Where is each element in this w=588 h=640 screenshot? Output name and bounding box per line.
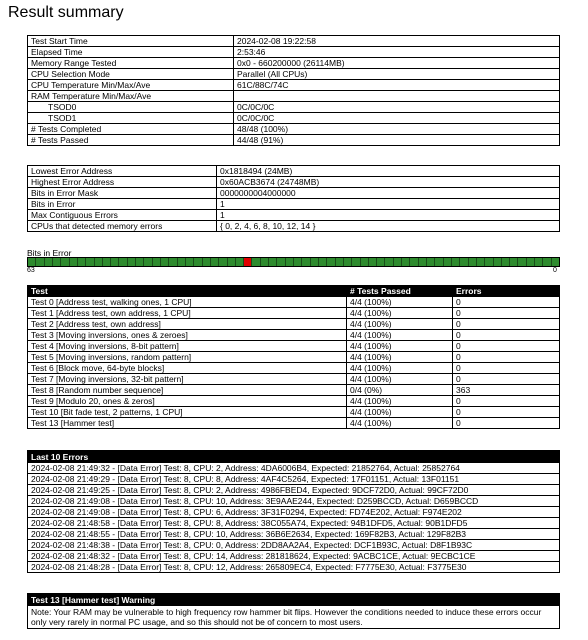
bit-cell bbox=[336, 258, 344, 266]
bit-cell bbox=[286, 258, 294, 266]
test-row bbox=[28, 363, 560, 374]
test-name: Test 0 [Address test, walking ones, 1 CPU] bbox=[28, 297, 347, 308]
error-info-label: Bits in Error Mask bbox=[28, 188, 217, 199]
warning-table bbox=[27, 593, 560, 629]
summary-row bbox=[28, 91, 560, 102]
test-passed: 4/4 (100%) bbox=[347, 363, 453, 374]
bit-cell bbox=[460, 258, 468, 266]
bit-cell bbox=[61, 258, 69, 266]
test-row bbox=[28, 407, 560, 418]
bit-cell bbox=[169, 258, 177, 266]
error-info-row bbox=[28, 166, 560, 177]
bit-cell bbox=[435, 258, 443, 266]
test-name: Test 6 [Block move, 64-byte blocks] bbox=[28, 363, 347, 374]
bit-cell bbox=[510, 258, 518, 266]
error-log-entry: 2024-02-08 21:48:55 - [Data Error] Test: 8, CPU: 10, Address: 36B6E2634, Expected: 169F82B3, Actual: 129F82B3 bbox=[28, 529, 560, 540]
summary-row bbox=[28, 47, 560, 58]
error-log-row bbox=[28, 562, 560, 573]
summary-value: 0x0 - 660200000 (26114MB) bbox=[234, 58, 560, 69]
error-info-row bbox=[28, 177, 560, 188]
test-row bbox=[28, 308, 560, 319]
summary-label: # Tests Completed bbox=[28, 124, 234, 135]
test-errors: 0 bbox=[453, 341, 560, 352]
error-log-entry: 2024-02-08 21:48:58 - [Data Error] Test: 8, CPU: 8, Address: 38C055A74, Expected: 94B1DFD5, Actual: 90B1DFD5 bbox=[28, 518, 560, 529]
summary-row bbox=[28, 113, 560, 124]
bit-cell bbox=[194, 258, 202, 266]
test-name: Test 9 [Modulo 20, ones & zeros] bbox=[28, 396, 347, 407]
error-log-entry: 2024-02-08 21:49:08 - [Data Error] Test: 8, CPU: 6, Address: 3F31F0294, Expected: FD74E202, Actual: F974E202 bbox=[28, 507, 560, 518]
summary-row bbox=[28, 135, 560, 146]
error-log-entry: 2024-02-08 21:48:28 - [Data Error] Test: 8, CPU: 12, Address: 265809EC4, Expected: F7775E30, Actual: F3775E30 bbox=[28, 562, 560, 573]
bit-cell-error bbox=[244, 258, 252, 266]
error-log-entry: 2024-02-08 21:49:08 - [Data Error] Test: 8, CPU: 10, Address: 3E9AAE244, Expected: D259BCCD, Actual: D659BCCD bbox=[28, 496, 560, 507]
summary-value: 0C/0C/0C bbox=[234, 113, 560, 124]
test-errors: 0 bbox=[453, 297, 560, 308]
bit-cell bbox=[402, 258, 410, 266]
bit-cell bbox=[344, 258, 352, 266]
bit-cell bbox=[153, 258, 161, 266]
bit-cell bbox=[477, 258, 485, 266]
test-passed: 4/4 (100%) bbox=[347, 352, 453, 363]
error-info-value: 0000000004000000 bbox=[217, 188, 560, 199]
error-log-entry: 2024-02-08 21:48:38 - [Data Error] Test: 8, CPU: 0, Address: 2DD8AA2A4, Expected: DCF1B93C, Actual: D8F1B93C bbox=[28, 540, 560, 551]
error-log-row bbox=[28, 551, 560, 562]
summary-value: 2024-02-08 19:22:58 bbox=[234, 36, 560, 47]
test-passed: 4/4 (100%) bbox=[347, 374, 453, 385]
bit-cell bbox=[119, 258, 127, 266]
test-row bbox=[28, 319, 560, 330]
test-passed: 4/4 (100%) bbox=[347, 297, 453, 308]
summary-value: 0C/0C/0C bbox=[234, 102, 560, 113]
bit-cell bbox=[319, 258, 327, 266]
summary-label: Test Start Time bbox=[28, 36, 234, 47]
test-passed: 4/4 (100%) bbox=[347, 396, 453, 407]
summary-row bbox=[28, 80, 560, 91]
bit-cell bbox=[36, 258, 44, 266]
bit-cell bbox=[394, 258, 402, 266]
tests-header-test: Test bbox=[28, 286, 347, 297]
error-info-value: 1 bbox=[217, 199, 560, 210]
summary-value bbox=[234, 91, 560, 102]
error-info-row bbox=[28, 199, 560, 210]
bit-cell bbox=[103, 258, 111, 266]
bit-cell bbox=[252, 258, 260, 266]
summary-row bbox=[28, 102, 560, 113]
bit-cell bbox=[261, 258, 269, 266]
bit-cell bbox=[186, 258, 194, 266]
bit-cell bbox=[485, 258, 493, 266]
test-errors: 0 bbox=[453, 352, 560, 363]
error-info-value: 0x1818494 (24MB) bbox=[217, 166, 560, 177]
bit-cell bbox=[311, 258, 319, 266]
error-info-value: 1 bbox=[217, 210, 560, 221]
last-errors-table bbox=[27, 450, 560, 573]
bit-cell bbox=[95, 258, 103, 266]
summary-value: 2:53:46 bbox=[234, 47, 560, 58]
summary-row bbox=[28, 36, 560, 47]
summary-label: TSOD1 bbox=[28, 113, 234, 124]
bit-cell bbox=[361, 258, 369, 266]
test-row bbox=[28, 297, 560, 308]
test-name: Test 1 [Address test, own address, 1 CPU] bbox=[28, 308, 347, 319]
test-passed: 4/4 (100%) bbox=[347, 418, 453, 429]
test-row bbox=[28, 341, 560, 352]
summary-row bbox=[28, 124, 560, 135]
tests-header-errors: Errors bbox=[453, 286, 560, 297]
error-log-row bbox=[28, 485, 560, 496]
error-info-label: Highest Error Address bbox=[28, 177, 217, 188]
error-info-table bbox=[27, 165, 560, 232]
test-name: Test 13 [Hammer test] bbox=[28, 418, 347, 429]
summary-value: 44/48 (91%) bbox=[234, 135, 560, 146]
error-log-entry: 2024-02-08 21:49:32 - [Data Error] Test: 8, CPU: 2, Address: 4DA6006B4, Expected: 21852764, Actual: 25852764 bbox=[28, 463, 560, 474]
test-row bbox=[28, 418, 560, 429]
bit-cell bbox=[327, 258, 335, 266]
test-name: Test 7 [Moving inversions, 32-bit pattern] bbox=[28, 374, 347, 385]
bit-cell bbox=[518, 258, 526, 266]
bit-cell bbox=[161, 258, 169, 266]
error-info-value: 0x60ACB3674 (24748MB) bbox=[217, 177, 560, 188]
bit-cell bbox=[236, 258, 244, 266]
bit-cell bbox=[444, 258, 452, 266]
bit-cell bbox=[45, 258, 53, 266]
bit-cell bbox=[302, 258, 310, 266]
bit-cell bbox=[70, 258, 78, 266]
bit-cell bbox=[228, 258, 236, 266]
bit-cell bbox=[419, 258, 427, 266]
bit-index-high: 63 bbox=[27, 267, 35, 274]
test-errors: 363 bbox=[453, 385, 560, 396]
test-passed: 4/4 (100%) bbox=[347, 319, 453, 330]
test-passed: 4/4 (100%) bbox=[347, 330, 453, 341]
bit-cell bbox=[144, 258, 152, 266]
test-passed: 4/4 (100%) bbox=[347, 308, 453, 319]
bit-cell bbox=[178, 258, 186, 266]
error-log-row bbox=[28, 518, 560, 529]
test-name: Test 4 [Moving inversions, 8-bit pattern] bbox=[28, 341, 347, 352]
test-passed: 4/4 (100%) bbox=[347, 341, 453, 352]
bit-cell bbox=[269, 258, 277, 266]
last-errors-header: Last 10 Errors bbox=[28, 451, 560, 463]
error-log-row bbox=[28, 463, 560, 474]
bits-in-error-label: Bits in Error bbox=[27, 248, 72, 258]
test-errors: 0 bbox=[453, 308, 560, 319]
test-errors: 0 bbox=[453, 363, 560, 374]
bit-cell bbox=[203, 258, 211, 266]
test-name: Test 10 [Bit fade test, 2 patterns, 1 CPU] bbox=[28, 407, 347, 418]
test-name: Test 8 [Random number sequence] bbox=[28, 385, 347, 396]
test-name: Test 5 [Moving inversions, random pattern] bbox=[28, 352, 347, 363]
summary-value: 48/48 (100%) bbox=[234, 124, 560, 135]
test-errors: 0 bbox=[453, 374, 560, 385]
bit-cell bbox=[352, 258, 360, 266]
bit-cell bbox=[294, 258, 302, 266]
test-name: Test 3 [Moving inversions, ones & zeroes] bbox=[28, 330, 347, 341]
error-log-row bbox=[28, 507, 560, 518]
test-errors: 0 bbox=[453, 418, 560, 429]
error-info-label: CPUs that detected memory errors bbox=[28, 221, 217, 232]
test-errors: 0 bbox=[453, 396, 560, 407]
bit-cell bbox=[410, 258, 418, 266]
bit-cell bbox=[469, 258, 477, 266]
summary-value: Parallel (All CPUs) bbox=[234, 69, 560, 80]
bit-index-low: 0 bbox=[553, 267, 557, 274]
tests-table bbox=[27, 285, 560, 429]
warning-text: Note: Your RAM may be vulnerable to high frequency row hammer bit flips. However the conditions needed to induce these errors occur only very rarely in normal PC usage, and so this should not be of concern to most users. bbox=[28, 606, 560, 629]
error-log-row bbox=[28, 529, 560, 540]
bit-cell bbox=[552, 258, 559, 266]
bit-cell bbox=[494, 258, 502, 266]
test-row bbox=[28, 385, 560, 396]
error-log-row bbox=[28, 474, 560, 485]
test-row bbox=[28, 330, 560, 341]
test-row bbox=[28, 396, 560, 407]
error-info-label: Bits in Error bbox=[28, 199, 217, 210]
error-log-entry: 2024-02-08 21:49:29 - [Data Error] Test: 8, CPU: 8, Address: 4AF4C5264, Expected: 17F01151, Actual: 13F01151 bbox=[28, 474, 560, 485]
test-errors: 0 bbox=[453, 407, 560, 418]
test-passed: 4/4 (100%) bbox=[347, 407, 453, 418]
bit-cell bbox=[219, 258, 227, 266]
bit-cell bbox=[86, 258, 94, 266]
error-info-row bbox=[28, 188, 560, 199]
bit-cell bbox=[502, 258, 510, 266]
bit-cell bbox=[427, 258, 435, 266]
summary-label: # Tests Passed bbox=[28, 135, 234, 146]
error-info-label: Max Contiguous Errors bbox=[28, 210, 217, 221]
bit-cell bbox=[78, 258, 86, 266]
tests-header-passed: # Tests Passed bbox=[347, 286, 453, 297]
test-passed: 0/4 (0%) bbox=[347, 385, 453, 396]
error-log-entry: 2024-02-08 21:49:25 - [Data Error] Test: 8, CPU: 2, Address: 4986FBED4, Expected: 9DCF72D0, Actual: 99CF72D0 bbox=[28, 485, 560, 496]
error-info-label: Lowest Error Address bbox=[28, 166, 217, 177]
bit-cell bbox=[211, 258, 219, 266]
error-info-value: { 0, 2, 4, 6, 8, 10, 12, 14 } bbox=[217, 221, 560, 232]
summary-label: Elapsed Time bbox=[28, 47, 234, 58]
bit-cell bbox=[28, 258, 36, 266]
tests-header-row bbox=[28, 286, 560, 297]
bit-cell bbox=[377, 258, 385, 266]
summary-label: TSOD0 bbox=[28, 102, 234, 113]
error-log-entry: 2024-02-08 21:48:32 - [Data Error] Test: 8, CPU: 14, Address: 281818624, Expected: 9ACBC1CE, Actual: 9ECBC1CE bbox=[28, 551, 560, 562]
bit-cell bbox=[369, 258, 377, 266]
test-row bbox=[28, 374, 560, 385]
summary-label: CPU Selection Mode bbox=[28, 69, 234, 80]
bit-cell bbox=[385, 258, 393, 266]
error-info-row bbox=[28, 221, 560, 232]
summary-label: RAM Temperature Min/Max/Ave bbox=[28, 91, 234, 102]
bit-cell bbox=[128, 258, 136, 266]
summary-table bbox=[27, 35, 560, 146]
error-log-row bbox=[28, 496, 560, 507]
bit-cell bbox=[527, 258, 535, 266]
test-row bbox=[28, 352, 560, 363]
bit-cell bbox=[136, 258, 144, 266]
summary-label: Memory Range Tested bbox=[28, 58, 234, 69]
bit-cell bbox=[543, 258, 551, 266]
error-log-row bbox=[28, 540, 560, 551]
error-info-row bbox=[28, 210, 560, 221]
bits-in-error-bar bbox=[27, 257, 560, 267]
page-title: Result summary bbox=[8, 4, 124, 21]
bit-cell bbox=[452, 258, 460, 266]
warning-header: Test 13 [Hammer test] Warning bbox=[28, 594, 560, 606]
bit-cell bbox=[111, 258, 119, 266]
test-name: Test 2 [Address test, own address] bbox=[28, 319, 347, 330]
bit-cell bbox=[277, 258, 285, 266]
bit-cell bbox=[535, 258, 543, 266]
summary-label: CPU Temperature Min/Max/Ave bbox=[28, 80, 234, 91]
test-errors: 0 bbox=[453, 330, 560, 341]
summary-row bbox=[28, 69, 560, 80]
summary-value: 61C/88C/74C bbox=[234, 80, 560, 91]
test-errors: 0 bbox=[453, 319, 560, 330]
bit-cell bbox=[53, 258, 61, 266]
summary-row bbox=[28, 58, 560, 69]
